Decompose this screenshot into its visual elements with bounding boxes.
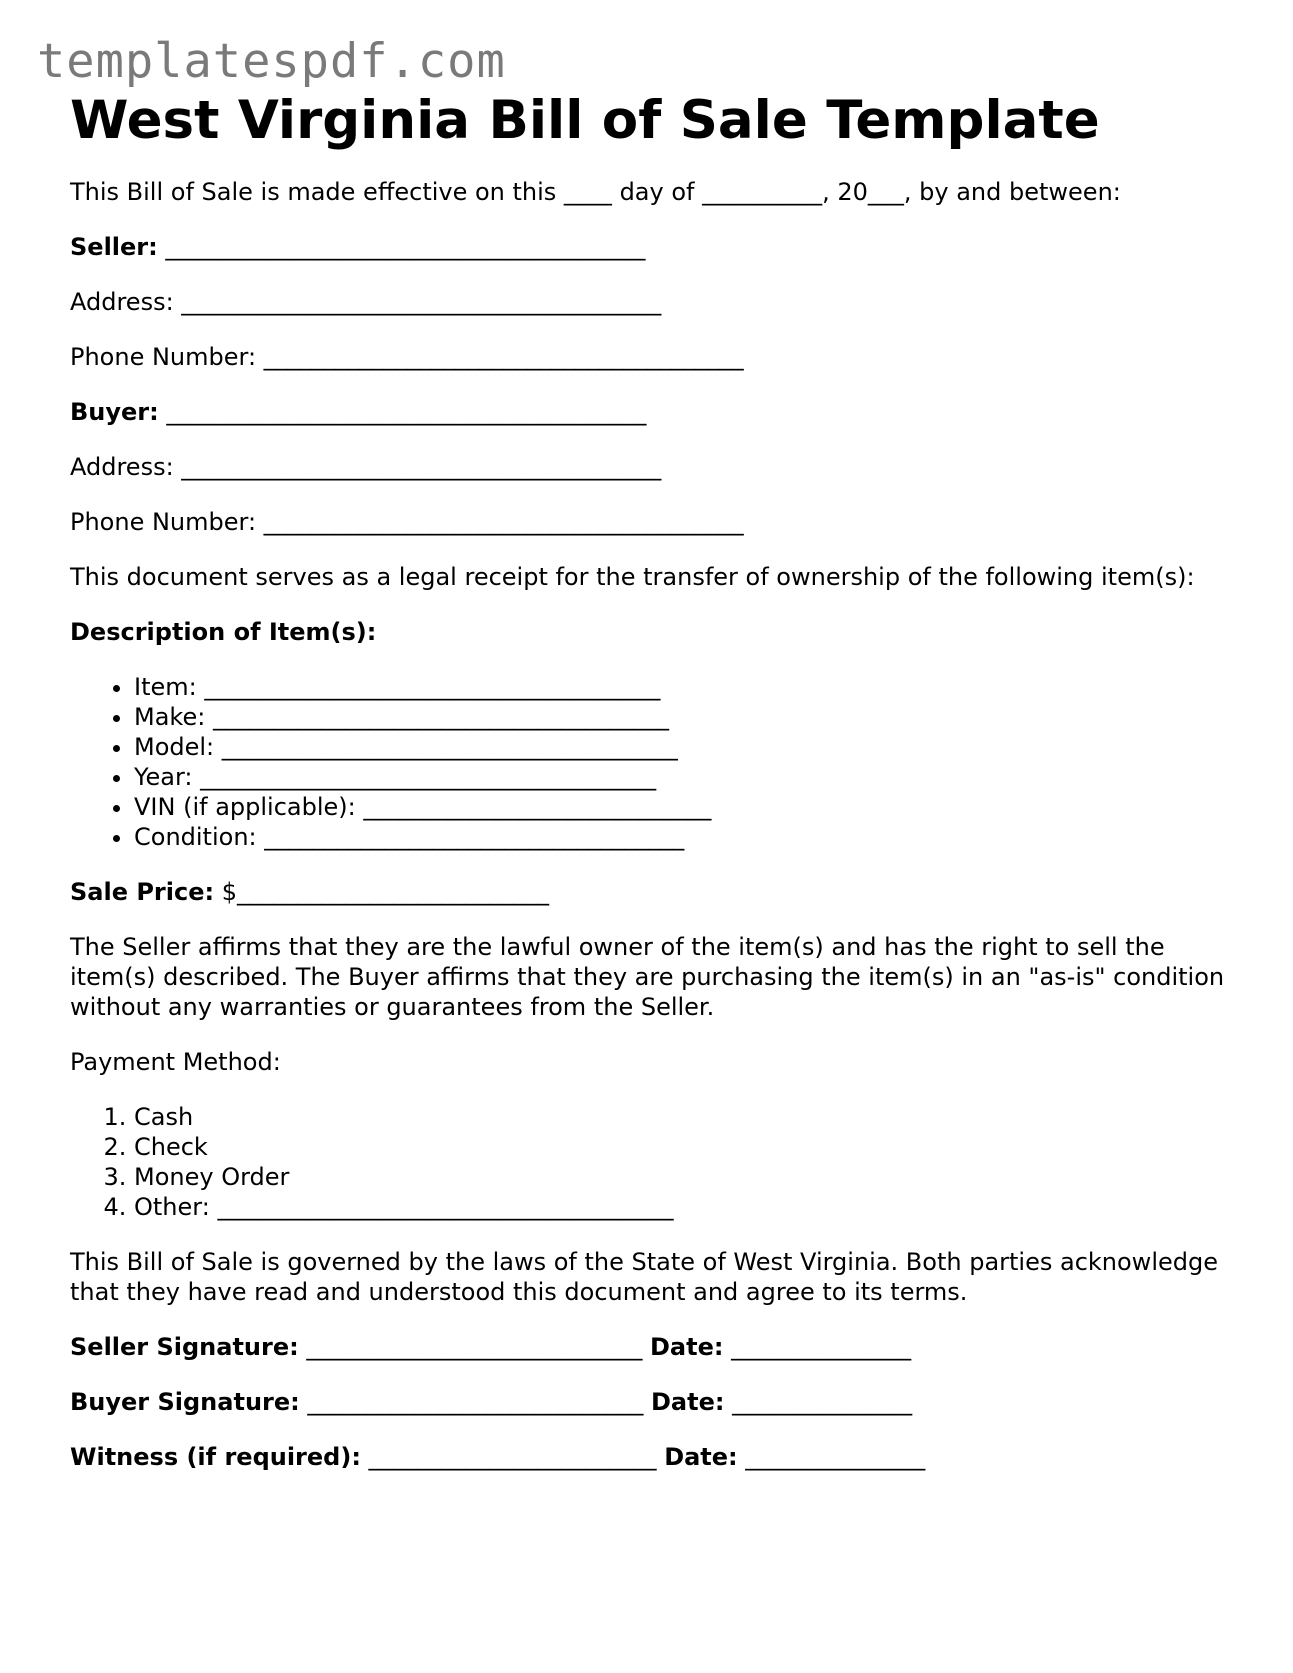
buyer-address-field: Address: ________________________________________ — [70, 453, 662, 481]
buyer-signature-label: Buyer Signature: — [70, 1388, 300, 1416]
seller-address-field: Address: ________________________________________ — [70, 288, 662, 316]
payment-method-list — [70, 1102, 1230, 1222]
buyer-date-label: Date: — [651, 1388, 725, 1416]
witness-signature-line — [70, 1442, 1230, 1472]
payment-option-cash: 1. Cash — [134, 1102, 1230, 1132]
seller-signature-label: Seller Signature: — [70, 1333, 299, 1361]
list-item-vin: • VIN (if applicable): _____________________________ — [134, 792, 1230, 822]
buyer-signature-line — [70, 1387, 1230, 1417]
item-description-list — [70, 672, 1230, 852]
document-page — [70, 90, 1230, 1497]
governing-law-paragraph: This Bill of Sale is governed by the laws of the State of West Virginia. Both parties acknowledge that they have read and understood this document and agree to its terms. — [70, 1248, 1218, 1306]
watermark: templatespdf.com — [37, 34, 506, 89]
buyer-phone-field: Phone Number: ________________________________________ — [70, 508, 744, 536]
document-title: West Virginia Bill of Sale Template — [70, 90, 1100, 151]
seller-signature-line — [70, 1332, 1230, 1362]
description-heading: Description of Item(s): — [70, 618, 377, 646]
buyer-date-blank: _______________ — [724, 1388, 913, 1416]
buyer-blank: ________________________________________ — [158, 398, 647, 426]
sale-price-field — [70, 877, 1230, 907]
list-item-item: • Item: ______________________________________ — [134, 672, 1230, 702]
seller-date-blank: _______________ — [723, 1333, 912, 1361]
intro-paragraph: This Bill of Sale is made effective on this ____ day of __________, 20___, by and between: — [70, 178, 1121, 206]
list-item-year: • Year: ______________________________________ — [134, 762, 1230, 792]
list-item-make: • Make: ______________________________________ — [134, 702, 1230, 732]
witness-date-blank: _______________ — [737, 1443, 926, 1471]
receipt-paragraph: This document serves as a legal receipt for the transfer of ownership of the following item(s): — [70, 563, 1195, 591]
witness-signature-blank: ________________________ — [360, 1443, 665, 1471]
seller-phone-field: Phone Number: ________________________________________ — [70, 343, 744, 371]
payment-method-label: Payment Method: — [70, 1048, 281, 1076]
sale-price-label: Sale Price: — [70, 878, 215, 906]
affirmation-paragraph: The Seller affirms that they are the lawful owner of the item(s) and has the right to sell the item(s) described. The Buyer affirms that they are purchasing the item(s) in an "as-is" condition without any warranties or guarantees from the Seller. — [70, 933, 1225, 1021]
witness-signature-label: Witness (if required): — [70, 1443, 361, 1471]
buyer-label: Buyer: — [70, 398, 159, 426]
seller-date-label: Date: — [650, 1333, 724, 1361]
buyer-signature-blank: ____________________________ — [299, 1388, 651, 1416]
seller-signature-blank: ____________________________ — [298, 1333, 650, 1361]
payment-option-check: 2. Check — [134, 1132, 1230, 1162]
seller-blank: ________________________________________ — [157, 233, 646, 261]
seller-field — [70, 232, 1230, 262]
payment-option-money-order: 3. Money Order — [134, 1162, 1230, 1192]
witness-date-label: Date: — [664, 1443, 738, 1471]
list-item-condition: • Condition: ___________________________________ — [134, 822, 1230, 852]
sale-price-blank: $__________________________ — [214, 878, 549, 906]
list-item-model: • Model: ______________________________________ — [134, 732, 1230, 762]
buyer-field — [70, 397, 1230, 427]
payment-option-other: 4. Other: ______________________________________ — [134, 1192, 1230, 1222]
seller-label: Seller: — [70, 233, 158, 261]
